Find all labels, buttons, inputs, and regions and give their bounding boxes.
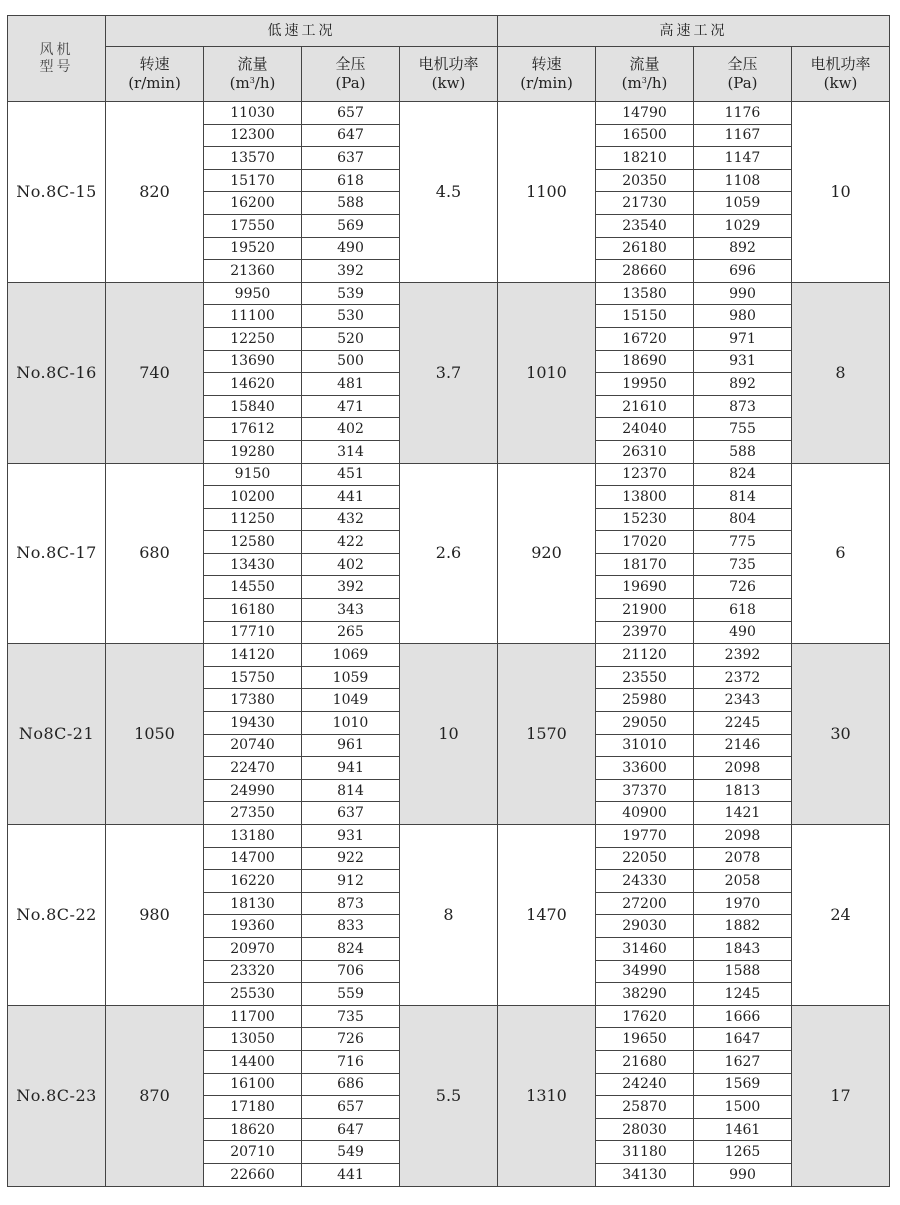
high-pressure-cell: 1029	[694, 214, 792, 237]
high-pressure-cell: 2098	[694, 825, 792, 848]
high-pressure-cell: 2372	[694, 666, 792, 689]
high-flow-cell: 37370	[596, 779, 694, 802]
low-pressure-cell: 402	[302, 418, 400, 441]
low-speed-group-header: 低速工况	[106, 16, 498, 47]
low-pressure-cell: 441	[302, 1163, 400, 1186]
high-flow-cell: 29030	[596, 915, 694, 938]
low-flow-cell: 18130	[204, 892, 302, 915]
high-pressure-cell: 1461	[694, 1118, 792, 1141]
high-flow-cell: 21730	[596, 192, 694, 215]
high-flow-cell: 18170	[596, 553, 694, 576]
low-flow-cell: 20970	[204, 937, 302, 960]
high-pressure-cell: 931	[694, 350, 792, 373]
high-flow-cell: 17620	[596, 1005, 694, 1028]
low-pressure-cell: 343	[302, 599, 400, 622]
low-flow-cell: 18620	[204, 1118, 302, 1141]
low-pressure-cell: 481	[302, 373, 400, 396]
low-flow-cell: 27350	[204, 802, 302, 825]
low-pressure-cell: 520	[302, 327, 400, 350]
low-flow-cell: 21360	[204, 260, 302, 283]
high-speed-group-header: 高速工况	[498, 16, 890, 47]
table-row	[8, 463, 890, 486]
high-speed-cell: 1470	[498, 825, 596, 1006]
low-flow-cell: 13050	[204, 1028, 302, 1051]
high-flow-cell: 14790	[596, 102, 694, 125]
low-power-cell: 3.7	[400, 282, 498, 463]
low-pressure-cell: 657	[302, 1096, 400, 1119]
high-pressure-cell: 588	[694, 440, 792, 463]
low-pressure-cell: 961	[302, 734, 400, 757]
low-power-cell: 8	[400, 825, 498, 1006]
low-pressure-cell: 637	[302, 802, 400, 825]
low-speed-cell: 870	[106, 1005, 204, 1186]
high-pressure-col-header: 全压 (Pa)	[694, 47, 792, 102]
high-pressure-cell: 2058	[694, 870, 792, 893]
high-flow-cell: 20350	[596, 169, 694, 192]
low-flow-col-header: 流量 $(m^3/h)$	[204, 47, 302, 102]
low-pressure-cell: 441	[302, 486, 400, 509]
high-pressure-cell: 696	[694, 260, 792, 283]
low-speed-col-header: 转速 (r/min)	[106, 47, 204, 102]
high-speed-cell: 1010	[498, 282, 596, 463]
high-flow-col-header: 流量 $(m^3/h)$	[596, 47, 694, 102]
high-pressure-cell: 814	[694, 486, 792, 509]
low-pressure-cell: 432	[302, 508, 400, 531]
high-flow-cell: 16500	[596, 124, 694, 147]
low-pressure-cell: 559	[302, 983, 400, 1006]
high-pressure-cell: 1970	[694, 892, 792, 915]
high-pressure-cell: 971	[694, 327, 792, 350]
low-flow-cell: 15170	[204, 169, 302, 192]
table-row	[8, 282, 890, 305]
high-flow-cell: 33600	[596, 757, 694, 780]
high-flow-cell: 34990	[596, 960, 694, 983]
high-pressure-cell: 1265	[694, 1141, 792, 1164]
low-flow-cell: 15840	[204, 395, 302, 418]
high-pressure-cell: 990	[694, 282, 792, 305]
low-pressure-cell: 941	[302, 757, 400, 780]
high-speed-cell: 1310	[498, 1005, 596, 1186]
low-pressure-col-header: 全压 (Pa)	[302, 47, 400, 102]
high-pressure-cell: 1500	[694, 1096, 792, 1119]
low-pressure-cell: 471	[302, 395, 400, 418]
high-flow-cell: 21120	[596, 644, 694, 667]
high-flow-cell: 21610	[596, 395, 694, 418]
low-flow-cell: 17710	[204, 621, 302, 644]
low-flow-cell: 19280	[204, 440, 302, 463]
high-pressure-cell: 735	[694, 553, 792, 576]
low-pressure-cell: 686	[302, 1073, 400, 1096]
high-pressure-cell: 1882	[694, 915, 792, 938]
high-pressure-cell: 1569	[694, 1073, 792, 1096]
low-pressure-cell: 422	[302, 531, 400, 554]
low-flow-cell: 11100	[204, 305, 302, 328]
high-pressure-cell: 1059	[694, 192, 792, 215]
low-pressure-cell: 647	[302, 124, 400, 147]
high-pressure-cell: 2078	[694, 847, 792, 870]
model-cell: No.8C-22	[8, 825, 106, 1006]
low-pressure-cell: 1049	[302, 689, 400, 712]
low-flow-cell: 24990	[204, 779, 302, 802]
high-flow-cell: 28660	[596, 260, 694, 283]
model-cell: No8C-21	[8, 644, 106, 825]
model-cell: No.8C-16	[8, 282, 106, 463]
high-pressure-cell: 490	[694, 621, 792, 644]
high-pressure-cell: 2098	[694, 757, 792, 780]
high-pressure-cell: 2146	[694, 734, 792, 757]
high-flow-cell: 18690	[596, 350, 694, 373]
low-flow-cell: 10200	[204, 486, 302, 509]
high-pressure-cell: 1843	[694, 937, 792, 960]
high-flow-cell: 17020	[596, 531, 694, 554]
low-flow-cell: 11030	[204, 102, 302, 125]
low-flow-cell: 17612	[204, 418, 302, 441]
high-flow-cell: 15230	[596, 508, 694, 531]
high-power-cell: 6	[792, 463, 890, 644]
high-speed-cell: 1570	[498, 644, 596, 825]
low-flow-cell: 16100	[204, 1073, 302, 1096]
high-flow-cell: 34130	[596, 1163, 694, 1186]
low-flow-cell: 22660	[204, 1163, 302, 1186]
low-pressure-cell: 392	[302, 576, 400, 599]
high-flow-cell: 25980	[596, 689, 694, 712]
high-flow-cell: 23550	[596, 666, 694, 689]
high-flow-cell: 23970	[596, 621, 694, 644]
high-pressure-cell: 775	[694, 531, 792, 554]
high-flow-cell: 27200	[596, 892, 694, 915]
high-pressure-cell: 1627	[694, 1050, 792, 1073]
model-cell: No.8C-15	[8, 102, 106, 283]
low-pressure-cell: 824	[302, 937, 400, 960]
low-pressure-cell: 569	[302, 214, 400, 237]
low-pressure-cell: 530	[302, 305, 400, 328]
low-flow-cell: 11700	[204, 1005, 302, 1028]
high-pressure-cell: 2343	[694, 689, 792, 712]
low-flow-cell: 17380	[204, 689, 302, 712]
high-power-cell: 24	[792, 825, 890, 1006]
table-row	[8, 102, 890, 125]
low-flow-cell: 11250	[204, 508, 302, 531]
low-pressure-cell: 314	[302, 440, 400, 463]
low-pressure-cell: 618	[302, 169, 400, 192]
low-pressure-cell: 1059	[302, 666, 400, 689]
high-flow-cell: 18210	[596, 147, 694, 170]
low-pressure-cell: 735	[302, 1005, 400, 1028]
high-pressure-cell: 1813	[694, 779, 792, 802]
high-power-cell: 30	[792, 644, 890, 825]
low-flow-cell: 12250	[204, 327, 302, 350]
low-pressure-cell: 392	[302, 260, 400, 283]
low-flow-cell: 13430	[204, 553, 302, 576]
high-flow-cell: 19950	[596, 373, 694, 396]
high-pressure-cell: 2245	[694, 712, 792, 735]
high-flow-cell: 21900	[596, 599, 694, 622]
high-flow-cell: 29050	[596, 712, 694, 735]
table-row	[8, 1005, 890, 1028]
high-power-cell: 17	[792, 1005, 890, 1186]
model-cell: No.8C-17	[8, 463, 106, 644]
high-pressure-cell: 2392	[694, 644, 792, 667]
high-pressure-cell: 1108	[694, 169, 792, 192]
low-pressure-cell: 931	[302, 825, 400, 848]
low-pressure-cell: 1010	[302, 712, 400, 735]
high-flow-cell: 24330	[596, 870, 694, 893]
low-flow-cell: 20740	[204, 734, 302, 757]
high-flow-cell: 12370	[596, 463, 694, 486]
high-pressure-cell: 1245	[694, 983, 792, 1006]
high-pressure-cell: 990	[694, 1163, 792, 1186]
low-flow-cell: 16180	[204, 599, 302, 622]
low-flow-cell: 17180	[204, 1096, 302, 1119]
model-cell: No.8C-23	[8, 1005, 106, 1186]
low-flow-cell: 19360	[204, 915, 302, 938]
high-flow-cell: 13800	[596, 486, 694, 509]
low-speed-cell: 820	[106, 102, 204, 283]
low-speed-cell: 680	[106, 463, 204, 644]
low-power-col-header: 电机功率 (kw)	[400, 47, 498, 102]
high-pressure-cell: 618	[694, 599, 792, 622]
low-flow-cell: 9950	[204, 282, 302, 305]
high-pressure-cell: 1588	[694, 960, 792, 983]
high-flow-cell: 25870	[596, 1096, 694, 1119]
low-flow-cell: 19520	[204, 237, 302, 260]
high-pressure-cell: 892	[694, 373, 792, 396]
low-flow-cell: 12300	[204, 124, 302, 147]
high-pressure-cell: 892	[694, 237, 792, 260]
low-pressure-cell: 657	[302, 102, 400, 125]
high-flow-cell: 19770	[596, 825, 694, 848]
low-flow-cell: 16200	[204, 192, 302, 215]
high-flow-cell: 13580	[596, 282, 694, 305]
low-power-cell: 4.5	[400, 102, 498, 283]
low-pressure-cell: 716	[302, 1050, 400, 1073]
low-flow-cell: 13180	[204, 825, 302, 848]
high-power-cell: 10	[792, 102, 890, 283]
high-flow-cell: 31180	[596, 1141, 694, 1164]
low-flow-cell: 14700	[204, 847, 302, 870]
low-pressure-cell: 500	[302, 350, 400, 373]
low-flow-cell: 9150	[204, 463, 302, 486]
low-flow-cell: 19430	[204, 712, 302, 735]
high-speed-cell: 920	[498, 463, 596, 644]
high-flow-cell: 23540	[596, 214, 694, 237]
table-row	[8, 644, 890, 667]
high-pressure-cell: 726	[694, 576, 792, 599]
high-speed-col-header: 转速 (r/min)	[498, 47, 596, 102]
high-pressure-cell: 755	[694, 418, 792, 441]
high-flow-cell: 26310	[596, 440, 694, 463]
high-flow-cell: 16720	[596, 327, 694, 350]
low-speed-cell: 740	[106, 282, 204, 463]
high-pressure-cell: 824	[694, 463, 792, 486]
high-flow-cell: 26180	[596, 237, 694, 260]
table-body	[8, 102, 890, 1187]
high-power-col-header: 电机功率 (kw)	[792, 47, 890, 102]
low-flow-cell: 17550	[204, 214, 302, 237]
low-pressure-cell: 833	[302, 915, 400, 938]
low-flow-cell: 13570	[204, 147, 302, 170]
model-header-line2: 型号	[39, 58, 74, 75]
high-pressure-cell: 1167	[694, 124, 792, 147]
low-pressure-cell: 451	[302, 463, 400, 486]
low-pressure-cell: 706	[302, 960, 400, 983]
high-flow-cell: 22050	[596, 847, 694, 870]
low-flow-cell: 14620	[204, 373, 302, 396]
low-speed-cell: 980	[106, 825, 204, 1006]
low-pressure-cell: 1069	[302, 644, 400, 667]
high-flow-cell: 15150	[596, 305, 694, 328]
low-flow-cell: 22470	[204, 757, 302, 780]
high-flow-cell: 31460	[596, 937, 694, 960]
high-pressure-cell: 1647	[694, 1028, 792, 1051]
low-flow-cell: 20710	[204, 1141, 302, 1164]
low-flow-cell: 14400	[204, 1050, 302, 1073]
model-header-line1: 风机	[39, 42, 74, 59]
high-speed-cell: 1100	[498, 102, 596, 283]
low-pressure-cell: 922	[302, 847, 400, 870]
high-flow-cell: 19650	[596, 1028, 694, 1051]
high-flow-cell: 24240	[596, 1073, 694, 1096]
high-pressure-cell: 1147	[694, 147, 792, 170]
low-pressure-cell: 490	[302, 237, 400, 260]
low-flow-cell: 12580	[204, 531, 302, 554]
high-flow-cell: 31010	[596, 734, 694, 757]
high-flow-cell: 28030	[596, 1118, 694, 1141]
high-flow-cell: 38290	[596, 983, 694, 1006]
low-flow-cell: 15750	[204, 666, 302, 689]
low-pressure-cell: 726	[302, 1028, 400, 1051]
high-pressure-cell: 804	[694, 508, 792, 531]
low-flow-cell: 14120	[204, 644, 302, 667]
low-pressure-cell: 265	[302, 621, 400, 644]
model-header-cell	[8, 16, 106, 102]
high-pressure-cell: 1421	[694, 802, 792, 825]
low-pressure-cell: 912	[302, 870, 400, 893]
low-flow-cell: 16220	[204, 870, 302, 893]
low-pressure-cell: 873	[302, 892, 400, 915]
low-pressure-cell: 539	[302, 282, 400, 305]
low-pressure-cell: 647	[302, 1118, 400, 1141]
high-flow-cell: 40900	[596, 802, 694, 825]
high-flow-cell: 21680	[596, 1050, 694, 1073]
high-pressure-cell: 1666	[694, 1005, 792, 1028]
high-pressure-cell: 1176	[694, 102, 792, 125]
high-pressure-cell: 980	[694, 305, 792, 328]
low-flow-cell: 14550	[204, 576, 302, 599]
high-pressure-cell: 873	[694, 395, 792, 418]
high-flow-cell: 19690	[596, 576, 694, 599]
high-power-cell: 8	[792, 282, 890, 463]
table-row	[8, 825, 890, 848]
low-flow-cell: 13690	[204, 350, 302, 373]
low-power-cell: 5.5	[400, 1005, 498, 1186]
low-pressure-cell: 637	[302, 147, 400, 170]
low-flow-cell: 23320	[204, 960, 302, 983]
low-pressure-cell: 588	[302, 192, 400, 215]
low-speed-cell: 1050	[106, 644, 204, 825]
low-power-cell: 10	[400, 644, 498, 825]
low-pressure-cell: 402	[302, 553, 400, 576]
low-power-cell: 2.6	[400, 463, 498, 644]
low-flow-cell: 25530	[204, 983, 302, 1006]
fan-performance-table	[7, 15, 890, 1187]
low-pressure-cell: 814	[302, 779, 400, 802]
high-flow-cell: 24040	[596, 418, 694, 441]
low-pressure-cell: 549	[302, 1141, 400, 1164]
